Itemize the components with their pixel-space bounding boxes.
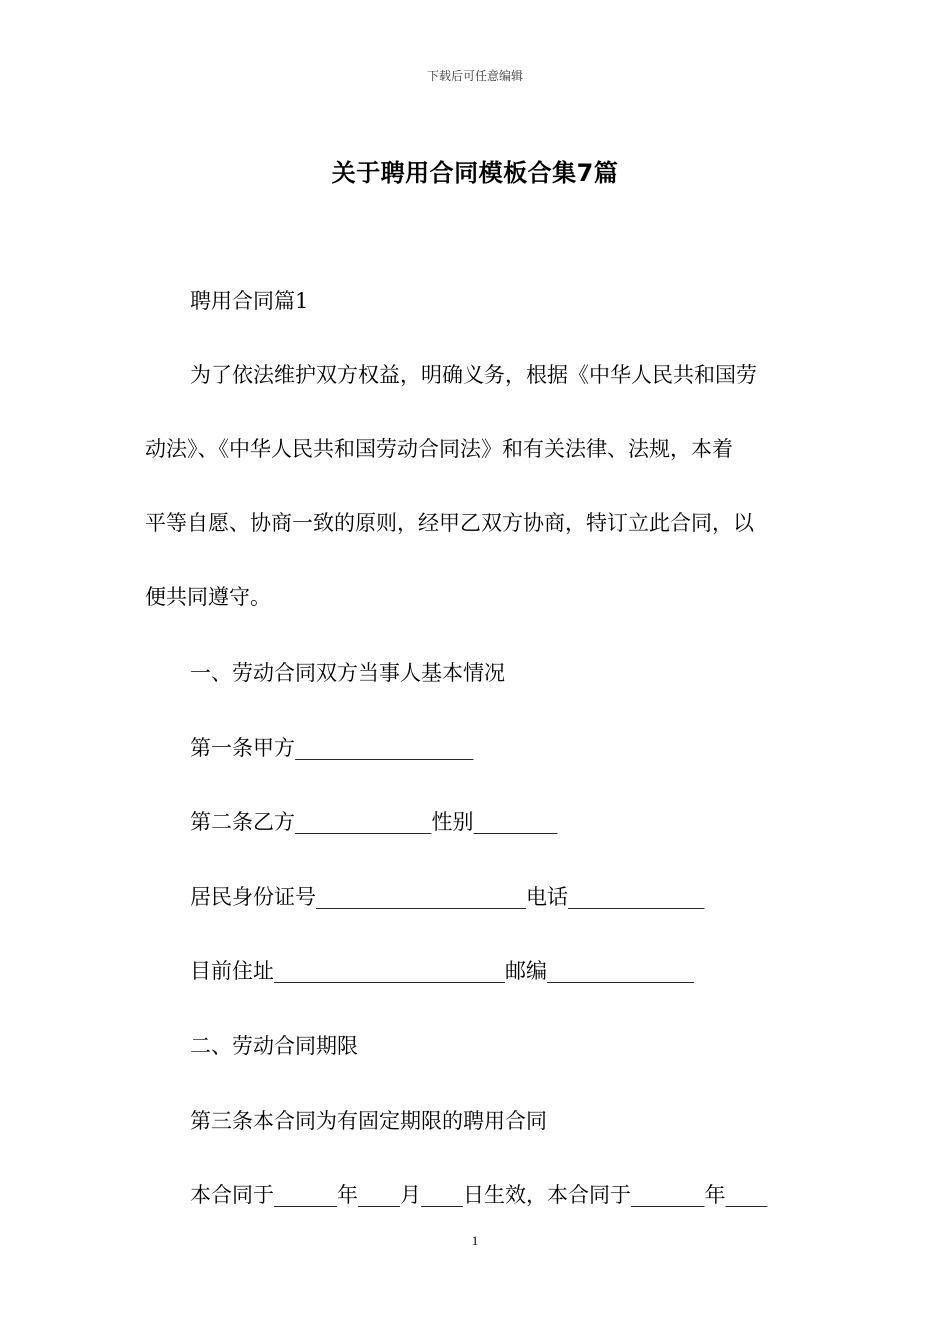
clause-address-postcode: 目前住址______________________邮编______________: [190, 959, 694, 983]
header-note: 下载后可任意编辑: [426, 69, 523, 83]
clause-heading: 二、劳动合同期限: [190, 1034, 358, 1058]
document-title: 关于聘用合同模板合集7篇: [331, 159, 619, 187]
page-number: 1: [471, 1233, 479, 1248]
intro-line: 为了依法维护双方权益，明确义务，根据《中华人民共和国劳: [190, 363, 757, 387]
intro-line: 便共同遵守。: [145, 585, 271, 609]
intro-paragraph: [145, 338, 810, 634]
clause-party-a: 第一条甲方_________________: [190, 736, 474, 760]
intro-line: 动法》、《中华人民共和国劳动合同法》和有关法律、法规，本着: [145, 437, 733, 461]
clause-party-b: 第二条乙方_____________性别________: [190, 810, 558, 834]
clause-heading: 一、劳动合同双方当事人基本情况: [190, 661, 505, 685]
clause-id-phone: 居民身份证号____________________电话_____________: [190, 885, 705, 909]
intro-line: 平等自愿、协商一致的原则，经甲乙双方协商，特订立此合同，以: [145, 511, 754, 535]
clause-effective-date: 本合同于______年____月____日生效，本合同于_______年____: [190, 1183, 768, 1207]
section-heading: 聘用合同篇1: [190, 289, 309, 313]
clause-term: 第三条本合同为有固定期限的聘用合同: [190, 1109, 547, 1133]
